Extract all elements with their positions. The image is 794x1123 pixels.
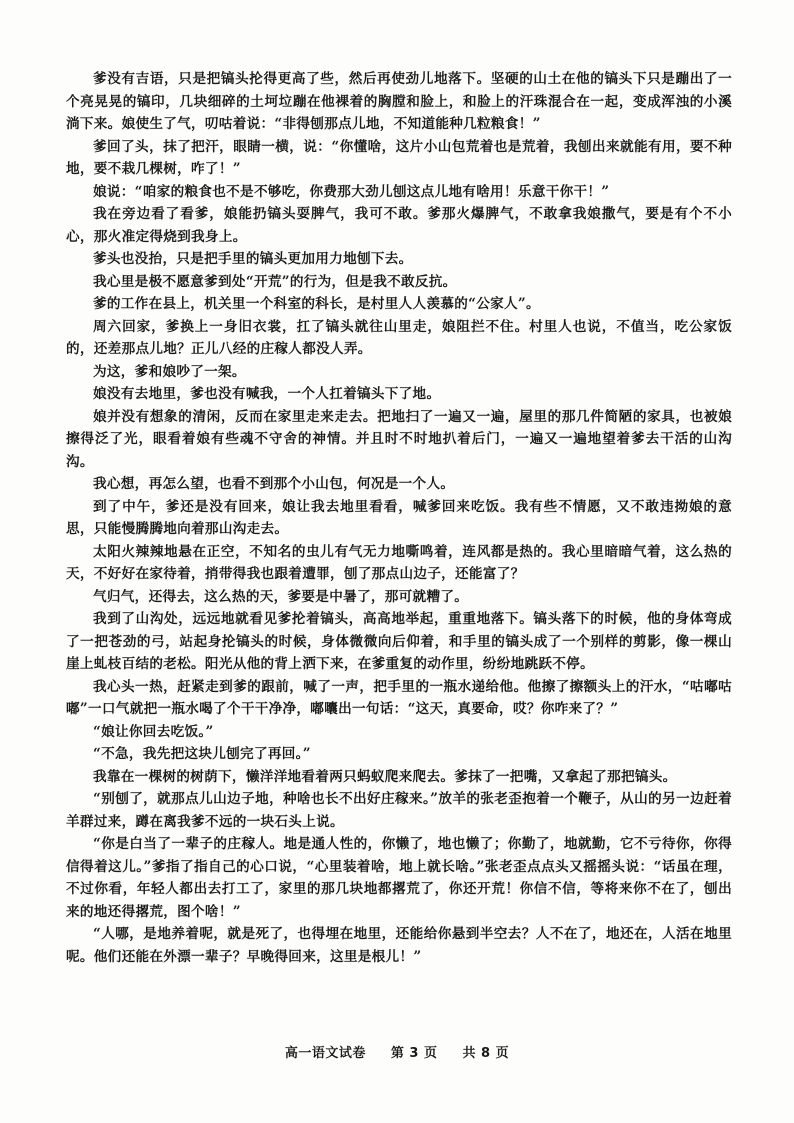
paragraph: 太阳火辣辣地悬在正空，不知名的虫儿有气无力地嘶鸣着，连风都是热的。我心里暗暗气着，这么热的天，不好好在家待着，捎带得我也跟着遭罪，刨了那点山边子，还能富了？ [66, 543, 732, 582]
paragraph: 娘并没有想象的清闲，反而在家里走来走去。把地扫了一遍又一遍，屋里的那几件简陋的家具，也被娘擦得泛了光，眼看着娘有些魂不守舍的神情。并且时不时地扒着后门，一遍又一遍地望着爹去干活的山沟沟。 [66, 408, 732, 470]
paragraph: 我在旁边看了看爹，娘能扔镐头耍脾气，我可不敢。爹那火爆脾气，不敢拿我娘撒气，要是有个不小心，那火准定得烧到我身上。 [66, 206, 732, 245]
paragraph: 我心头一热，赶紧走到爹的跟前，喊了一声，把手里的一瓶水递给他。他擦了擦额头上的汗水，“咕嘟咕嘟”一口气就把一瓶水喝了个干干净净，嘟囔出一句话：“这天，真要命，哎？你咋来了？” [66, 678, 732, 717]
paragraph: 到了中午，爹还是没有回来，娘让我去地里看看，喊爹回来吃饭。我有些不情愿，又不敢违拗娘的意思，只能慢腾腾地向着那山沟走去。 [66, 498, 732, 537]
page-number: 第 3 页 [390, 1046, 438, 1061]
paragraph: 气归气，还得去，这么热的天，爹要是中暑了，那可就糟了。 [93, 588, 469, 605]
paragraph: 我到了山沟处，远远地就看见爹抡着镐头，高高地举起，重重地落下。镐头落下的时候，他的身体弯成了一把苍劲的弓，站起身抡镐头的时候，身体微微向后仰着，和手里的镐头成了一个别样的剪影，像一棵山崖上虬枝百结的老松。阳光从他的背上洒下来，在爹重复的动作里，纷纷地跳跃不停。 [66, 611, 732, 672]
reading-passage [66, 68, 732, 968]
paragraph: “娘让你回去吃饭。” [93, 723, 214, 740]
paragraph: “别刨了，就那点儿山边子地，种啥也长不出好庄稼来。”放羊的张老歪抱着一个鞭子，从山的另一边赶着羊群过来，蹲在离我爹不远的一块石头上说。 [66, 791, 732, 830]
page-total: 共 8 页 [462, 1046, 510, 1061]
paragraph: 我靠在一棵树的树荫下，懒洋洋地看着两只蚂蚁爬来爬去。爹抹了一把嘴，又拿起了那把镐头。 [93, 768, 677, 785]
paragraph: 爹头也没抬，只是把手里的镐头更加用力地刨下去。 [93, 251, 413, 267]
paragraph: “人哪，是地养着呢，就是死了，也得埋在地里，还能给你悬到半空去？人不在了，地还在，人活在地里呢。他们还能在外漂一辈子？早晚得回来，这里是根儿！” [66, 926, 732, 965]
paragraph: 我心想，再怎么望，也看不到那个小山包，何况是一个人。 [93, 476, 455, 492]
paragraph: 爹的工作在县上，机关里一个科室的科长，是村里人人羡慕的“公家人”。 [93, 296, 540, 312]
paragraph: “你是白当了一辈子的庄稼人。地是通人性的，你懒了，地也懒了；你勤了，地就勤，它不亏待你，你得信得着这儿。”爹指了指自己的心口说，“心里装着啥，地上就长啥。”张老歪点点头又摇摇头说：“话虽在理，不过你看，年轻人都出去打工了，家里的那几块地都撂荒了，你还开荒！你信不信，等将来你不在了，刨出来的地还得撂荒，图个啥！” [66, 836, 732, 920]
paragraph: 为这，爹和娘吵了一架。 [93, 363, 246, 380]
paragraph: 爹没有吉语，只是把镐头抡得更高了些，然后再使劲儿地落下。坚硬的山土在他的镐头下只是蹦出了一个亮晃晃的镐印，几块细碎的土坷垃蹦在他裸着的胸膛和脸上，和脸上的汗珠混合在一起，变成浑浊的小溪淌下来。娘使生了气，叨咕着说：“非得刨那点儿地，不知道能种几粒粮食！” [66, 71, 732, 132]
paragraph: 周六回家，爹换上一身旧衣裳，扛了镐头就往山里走，娘阻拦不住。村里人也说，不值当，吃公家饭的，还差那点儿地？正儿八经的庄稼人都没人弄。 [66, 318, 732, 357]
paragraph: 爹回了头，抹了把汗，眼睛一横，说：“你懂啥，这片小山包荒着也是荒着，我刨出来就能有用，要不种地，要不栽几棵树，咋了！” [66, 138, 732, 177]
paragraph: 娘说：“咱家的粮食也不是不够吃，你费那大劲儿刨这点儿地有啥用！乐意干你干！” [93, 183, 610, 200]
exam-title: 高一语文试卷 [284, 1046, 366, 1061]
paragraph: 我心里是极不愿意爹到处“开荒”的行为，但是我不敢反抗。 [93, 273, 457, 290]
page-footer [0, 1042, 794, 1061]
paragraph: 娘没有去地里，爹也没有喊我，一个人扛着镐头下了地。 [93, 386, 441, 402]
paragraph: “不急，我先把这块儿刨完了再回。” [93, 746, 311, 762]
